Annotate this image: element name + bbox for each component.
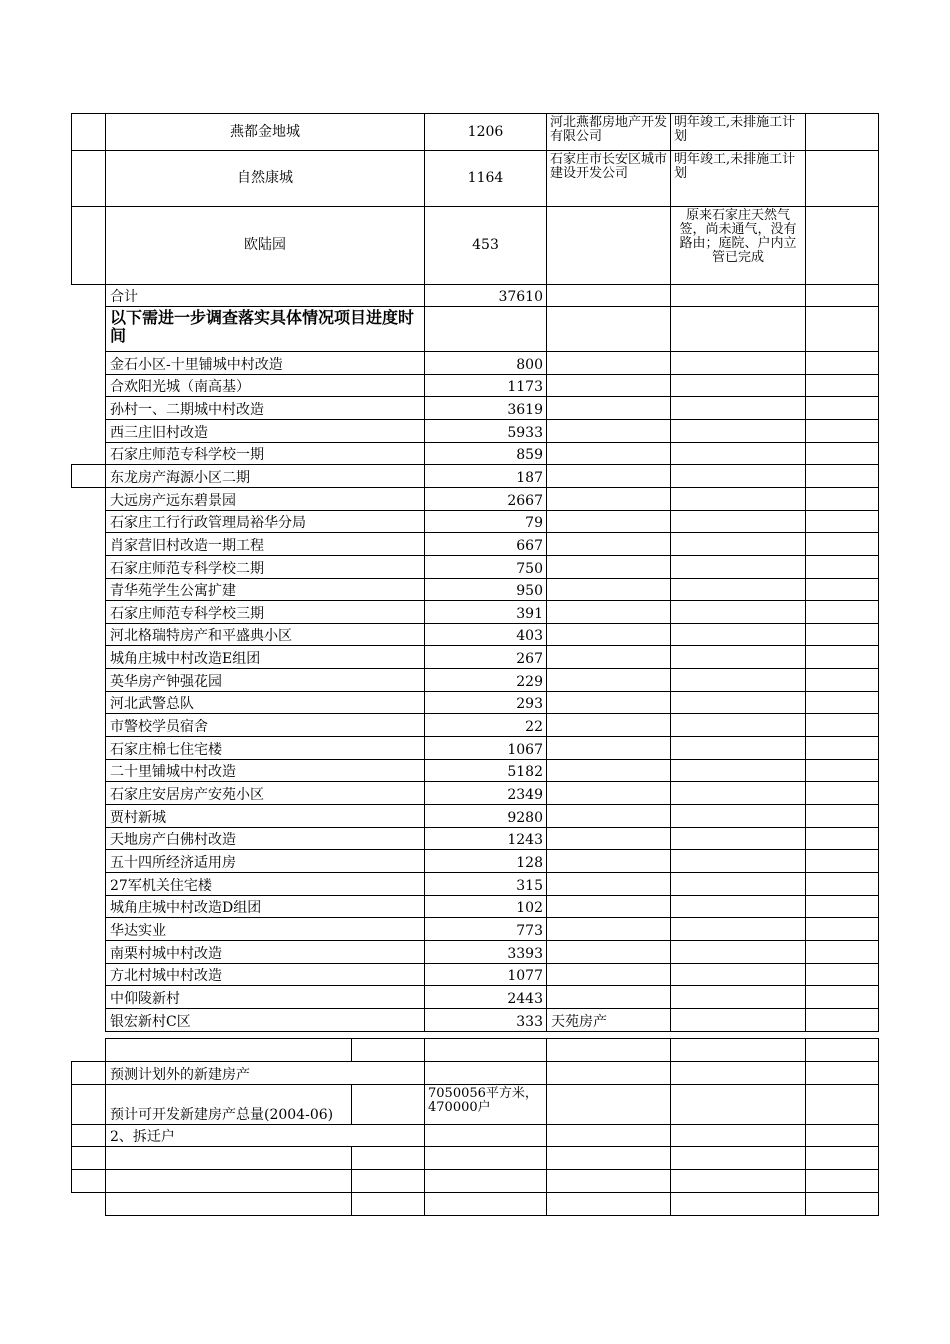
blank-cell [805, 1124, 879, 1147]
remark-cell [670, 759, 806, 782]
index-cell [71, 113, 106, 151]
developer-cell [546, 963, 671, 986]
value-cell: 403 [424, 623, 547, 646]
project-name-cell: 燕都金地城 [105, 113, 425, 151]
value-cell: 315 [424, 872, 547, 896]
project-name-cell: 石家庄师范专科学校一期 [105, 442, 425, 465]
value-cell: 1164 [424, 150, 547, 207]
extra-cell [805, 917, 879, 941]
value-cell: 1173 [424, 374, 547, 397]
remark-cell [670, 895, 806, 918]
value-cell: 667 [424, 532, 547, 556]
developer-cell [546, 827, 671, 850]
developer-cell [546, 985, 671, 1009]
remark-cell: 明年竣工,未排施工计划 [670, 150, 806, 207]
blank-cell [105, 1038, 352, 1062]
extra-cell [805, 940, 879, 964]
remark-cell [670, 510, 806, 533]
extra-cell [805, 396, 879, 420]
remark-cell [670, 600, 806, 624]
project-name-cell: 城角庄城中村改造D组团 [105, 895, 425, 918]
extra-cell [805, 895, 879, 918]
value-cell: 9280 [424, 804, 547, 828]
project-name-cell: 石家庄师范专科学校三期 [105, 600, 425, 624]
extra-cell [805, 464, 879, 488]
developer-cell [546, 487, 671, 511]
extra-cell [805, 713, 879, 737]
extra-cell [805, 1008, 879, 1032]
extra-cell [805, 206, 879, 285]
value-cell: 1243 [424, 827, 547, 850]
remark-cell [670, 781, 806, 805]
developer-cell [546, 736, 671, 760]
remark-cell [670, 555, 806, 579]
project-name-cell: 市警校学员宿舍 [105, 713, 425, 737]
extra-cell [805, 374, 879, 397]
blank-cell [105, 1192, 352, 1216]
blank-cell [805, 1169, 879, 1193]
blank-cell [424, 1061, 547, 1085]
extra-cell [805, 827, 879, 850]
section-heading: 以下需进一步调查落实具体情况项目进度时间 [105, 306, 425, 352]
blank-cell [670, 1169, 806, 1193]
project-name-cell: 合欢阳光城（南高基） [105, 374, 425, 397]
value-cell: 859 [424, 442, 547, 465]
remark-cell [670, 623, 806, 646]
blank-cell [351, 1038, 425, 1062]
extra-cell [805, 306, 879, 352]
value-cell: 128 [424, 849, 547, 873]
extra-cell [805, 623, 879, 646]
remark-cell [670, 963, 806, 986]
blank-cell [424, 1146, 547, 1170]
project-name-cell: 自然康城 [105, 150, 425, 207]
remark-cell [670, 464, 806, 488]
developer-cell [546, 306, 671, 352]
remark-cell [670, 645, 806, 669]
remark-cell [670, 736, 806, 760]
relocation-label: 2、拆迁户 [105, 1124, 425, 1147]
remark-cell [670, 691, 806, 714]
blank-cell [670, 1061, 806, 1085]
remark-cell [670, 419, 806, 443]
remark-cell [670, 827, 806, 850]
developer-cell [546, 442, 671, 465]
extra-cell [805, 691, 879, 714]
remark-cell [670, 306, 806, 352]
extra-cell [805, 284, 879, 307]
developer-cell [546, 668, 671, 692]
index-cell [71, 1124, 106, 1147]
project-name-cell: 东龙房产海源小区二期 [105, 464, 425, 488]
extra-cell [805, 736, 879, 760]
developer-cell [546, 578, 671, 601]
remark-cell: 明年竣工,未排施工计划 [670, 113, 806, 151]
blank-cell [670, 1124, 806, 1147]
developer-cell [546, 849, 671, 873]
value-cell: 229 [424, 668, 547, 692]
blank-cell [105, 1169, 352, 1193]
blank-cell [424, 1124, 547, 1147]
value-cell: 187 [424, 464, 547, 488]
developer-cell [546, 804, 671, 828]
extra-cell [805, 578, 879, 601]
project-name-cell: 贾村新城 [105, 804, 425, 828]
index-cell [71, 1169, 106, 1193]
project-name-cell: 石家庄安居房产安苑小区 [105, 781, 425, 805]
blank-cell [351, 1192, 425, 1216]
blank-cell [351, 1084, 425, 1125]
remark-cell: 原来石家庄天然气签，尚未通气，没有路由；庭院、户内立管已完成 [670, 206, 806, 285]
developer-cell [546, 206, 671, 285]
extra-cell [805, 442, 879, 465]
project-name-cell: 27军机关住宅楼 [105, 872, 425, 896]
developer-cell [546, 623, 671, 646]
blank-cell [546, 1192, 671, 1216]
remark-cell [670, 713, 806, 737]
developer-cell [546, 940, 671, 964]
value-cell: 102 [424, 895, 547, 918]
developer-cell [546, 759, 671, 782]
project-name-cell: 华达实业 [105, 917, 425, 941]
project-name-cell: 方北村城中村改造 [105, 963, 425, 986]
blank-cell [424, 1192, 547, 1216]
value-cell: 293 [424, 691, 547, 714]
developer-cell [546, 396, 671, 420]
extra-cell [805, 781, 879, 805]
value-cell: 391 [424, 600, 547, 624]
index-cell [71, 464, 106, 488]
blank-cell [805, 1084, 879, 1125]
index-cell [71, 1146, 106, 1170]
extra-cell [805, 555, 879, 579]
blank-cell [670, 1146, 806, 1170]
developer-cell [546, 781, 671, 805]
project-name-cell: 二十里铺城中村改造 [105, 759, 425, 782]
value-cell: 2443 [424, 985, 547, 1009]
project-name-cell: 天地房产白佛村改造 [105, 827, 425, 850]
value-cell: 1077 [424, 963, 547, 986]
total-label: 合计 [105, 284, 425, 307]
blank-cell [805, 1192, 879, 1216]
developer-cell [546, 532, 671, 556]
blank-cell [546, 1124, 671, 1147]
extra-cell [805, 150, 879, 207]
project-name-cell: 中仰陵新村 [105, 985, 425, 1009]
forecast-total-value: 7050056平方米，470000户 [424, 1084, 547, 1125]
value-cell: 950 [424, 578, 547, 601]
remark-cell [670, 487, 806, 511]
total-value: 37610 [424, 284, 547, 307]
project-name-cell: 石家庄棉七住宅楼 [105, 736, 425, 760]
project-name-cell: 孙村一、二期城中村改造 [105, 396, 425, 420]
value-cell: 5182 [424, 759, 547, 782]
developer-cell [546, 917, 671, 941]
extra-cell [805, 645, 879, 669]
developer-cell [546, 600, 671, 624]
value-cell: 3619 [424, 396, 547, 420]
extra-cell [805, 804, 879, 828]
remark-cell [670, 668, 806, 692]
value-cell: 5933 [424, 419, 547, 443]
remark-cell [670, 532, 806, 556]
blank-cell [805, 1061, 879, 1085]
remark-cell [670, 374, 806, 397]
remark-cell [670, 849, 806, 873]
blank-cell [670, 1038, 806, 1062]
value-cell: 800 [424, 351, 547, 375]
project-name-cell: 石家庄师范专科学校二期 [105, 555, 425, 579]
project-name-cell: 河北格瑞特房产和平盛典小区 [105, 623, 425, 646]
index-cell [71, 1061, 106, 1085]
project-name-cell: 英华房产钟强花园 [105, 668, 425, 692]
remark-cell [670, 804, 806, 828]
project-name-cell: 五十四所经济适用房 [105, 849, 425, 873]
value-cell: 333 [424, 1008, 547, 1032]
value-cell: 3393 [424, 940, 547, 964]
value-cell: 2667 [424, 487, 547, 511]
value-cell: 79 [424, 510, 547, 533]
blank-cell [424, 1169, 547, 1193]
value-cell: 22 [424, 713, 547, 737]
blank-cell [546, 1146, 671, 1170]
extra-cell [805, 532, 879, 556]
forecast-label: 预测计划外的新建房产 [105, 1061, 425, 1085]
developer-cell [546, 464, 671, 488]
project-name-cell: 南栗村城中村改造 [105, 940, 425, 964]
developer-cell: 河北燕都房地产开发有限公司 [546, 113, 671, 151]
value-cell: 2349 [424, 781, 547, 805]
index-cell [71, 206, 106, 285]
extra-cell [805, 351, 879, 375]
developer-cell: 天苑房产 [546, 1008, 671, 1032]
extra-cell [805, 113, 879, 151]
developer-cell [546, 895, 671, 918]
project-name-cell: 青华苑学生公寓扩建 [105, 578, 425, 601]
developer-cell [546, 691, 671, 714]
project-name-cell: 城角庄城中村改造E组团 [105, 645, 425, 669]
remark-cell [670, 578, 806, 601]
remark-cell [670, 940, 806, 964]
forecast-total-label: 预计可开发新建房产总量(2004-06) [105, 1084, 352, 1125]
blank-cell [805, 1038, 879, 1062]
value-cell: 267 [424, 645, 547, 669]
extra-cell [805, 510, 879, 533]
project-name-cell: 银宏新村C区 [105, 1008, 425, 1032]
extra-cell [805, 600, 879, 624]
project-name-cell: 大远房产远东碧景园 [105, 487, 425, 511]
developer-cell [546, 872, 671, 896]
remark-cell [670, 284, 806, 307]
blank-cell [670, 1192, 806, 1216]
blank-cell [546, 1061, 671, 1085]
extra-cell [805, 668, 879, 692]
project-name-cell: 石家庄工行行政管理局裕华分局 [105, 510, 425, 533]
blank-cell [670, 1084, 806, 1125]
value-cell [424, 306, 547, 352]
developer-cell [546, 419, 671, 443]
developer-cell [546, 351, 671, 375]
blank-cell [105, 1146, 352, 1170]
index-cell [71, 1084, 106, 1125]
remark-cell [670, 396, 806, 420]
blank-cell [546, 1038, 671, 1062]
extra-cell [805, 487, 879, 511]
value-cell: 1206 [424, 113, 547, 151]
developer-cell: 石家庄市长安区城市建设开发公司 [546, 150, 671, 207]
remark-cell [670, 351, 806, 375]
blank-cell [805, 1146, 879, 1170]
project-name-cell: 欧陆园 [105, 206, 425, 285]
blank-cell [546, 1169, 671, 1193]
blank-cell [546, 1084, 671, 1125]
developer-cell [546, 374, 671, 397]
value-cell: 773 [424, 917, 547, 941]
remark-cell [670, 985, 806, 1009]
extra-cell [805, 759, 879, 782]
developer-cell [546, 713, 671, 737]
extra-cell [805, 872, 879, 896]
blank-cell [424, 1038, 547, 1062]
value-cell: 750 [424, 555, 547, 579]
value-cell: 1067 [424, 736, 547, 760]
remark-cell [670, 1008, 806, 1032]
developer-cell [546, 510, 671, 533]
developer-cell [546, 284, 671, 307]
blank-cell [351, 1169, 425, 1193]
developer-cell [546, 645, 671, 669]
extra-cell [805, 419, 879, 443]
blank-cell [351, 1146, 425, 1170]
project-name-cell: 肖家营旧村改造一期工程 [105, 532, 425, 556]
remark-cell [670, 872, 806, 896]
extra-cell [805, 963, 879, 986]
extra-cell [805, 849, 879, 873]
project-name-cell: 西三庄旧村改造 [105, 419, 425, 443]
project-name-cell: 河北武警总队 [105, 691, 425, 714]
value-cell: 453 [424, 206, 547, 285]
developer-cell [546, 555, 671, 579]
extra-cell [805, 985, 879, 1009]
remark-cell [670, 917, 806, 941]
project-name-cell: 金石小区-十里铺城中村改造 [105, 351, 425, 375]
remark-cell [670, 442, 806, 465]
index-cell [71, 150, 106, 207]
